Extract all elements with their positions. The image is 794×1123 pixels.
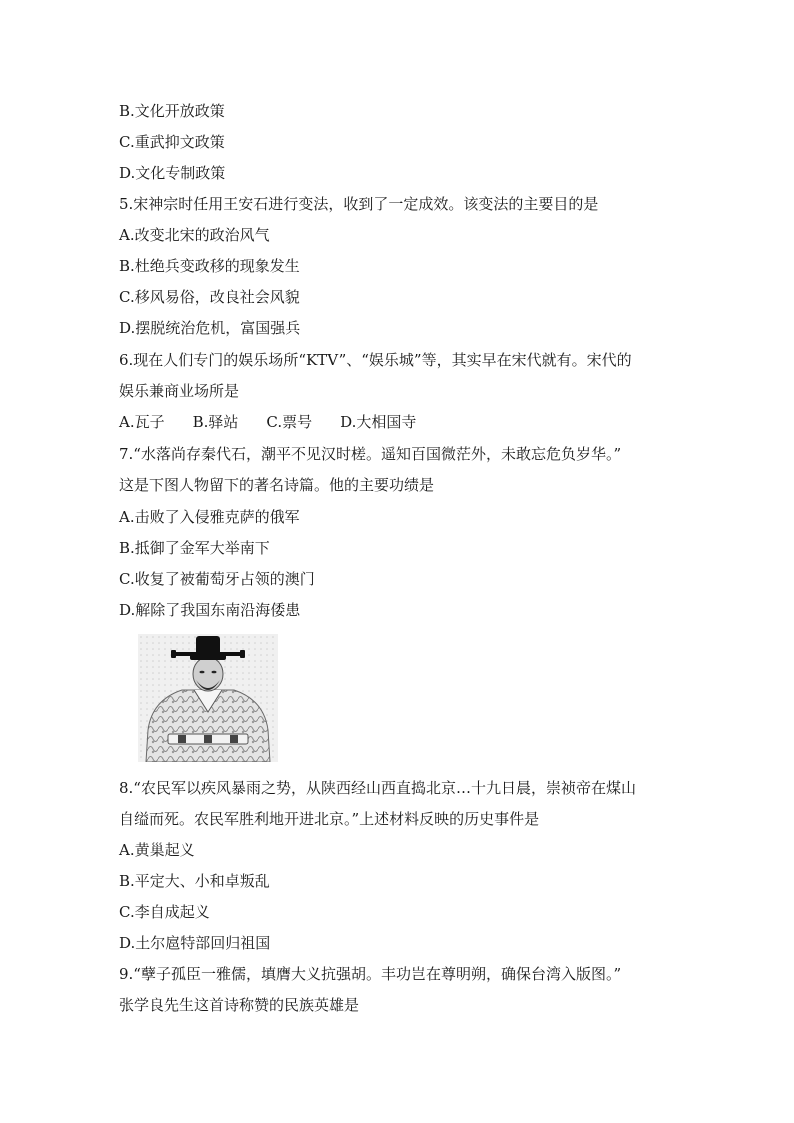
q5-option-a: A.改变北宋的政治风气 — [119, 226, 270, 244]
q5-stem: 5.宋神宗时任用王安石进行变法，收到了一定成效。该变法的主要目的是 — [119, 195, 599, 213]
q4-option-b: B.文化开放政策 — [119, 102, 225, 120]
q4-option-c: C.重武抑文政策 — [119, 133, 225, 151]
q6-option-b: B.驿站 — [192, 413, 239, 431]
q5-option-d: D.摆脱统治危机，富国强兵 — [119, 319, 301, 337]
q6-stem-line1: 6.现在人们专门的娱乐场所“KTV”、“娱乐城”等，其实早在宋代就有。宋代的 — [119, 351, 632, 369]
historical-figure-portrait — [138, 634, 278, 762]
q7-stem-line1: 7.“水落尚存秦代石，潮平不见汉时槎。遥知百国微茫外，未敢忘危负岁华。” — [119, 445, 622, 463]
q8-option-c: C.李自成起义 — [119, 903, 210, 921]
q6-options — [119, 412, 416, 432]
q6-option-a: A.瓦子 — [119, 413, 165, 431]
q6-option-d: D.大相国寺 — [340, 413, 417, 431]
q7-option-a: A.击败了入侵雅克萨的俄军 — [119, 508, 300, 526]
q8-stem-line1: 8.“农民军以疾风暴雨之势，从陕西经山西直捣北京…十九日晨，崇祯帝在煤山 — [119, 779, 636, 797]
q7-stem-line2: 这是下图人物留下的著名诗篇。他的主要功绩是 — [119, 476, 435, 494]
q6-option-c: C.票号 — [266, 413, 313, 431]
q6-stem-line2: 娱乐兼商业场所是 — [119, 382, 240, 400]
q8-option-d: D.土尔扈特部回归祖国 — [119, 934, 271, 952]
q7-option-b: B.抵御了金军大举南下 — [119, 539, 270, 557]
q8-stem-line2: 自缢而死。农民军胜利地开进北京。”上述材料反映的历史事件是 — [119, 810, 540, 828]
q4-option-d: D.文化专制政策 — [119, 164, 226, 182]
q8-option-a: A.黄巢起义 — [119, 841, 195, 859]
q7-option-d: D.解除了我国东南沿海倭患 — [119, 601, 301, 619]
q8-option-b: B.平定大、小和卓叛乱 — [119, 872, 270, 890]
q9-stem-line2: 张学良先生这首诗称赞的民族英雄是 — [119, 996, 360, 1014]
q9-stem-line1: 9.“孽子孤臣一雅儒，填膺大义抗强胡。丰功岂在尊明朔，确保台湾入版图。” — [119, 965, 622, 983]
q5-option-c: C.移风易俗，改良社会风貌 — [119, 288, 300, 306]
q5-option-b: B.杜绝兵变政移的现象发生 — [119, 257, 300, 275]
q7-option-c: C.收复了被葡萄牙占领的澳门 — [119, 570, 315, 588]
